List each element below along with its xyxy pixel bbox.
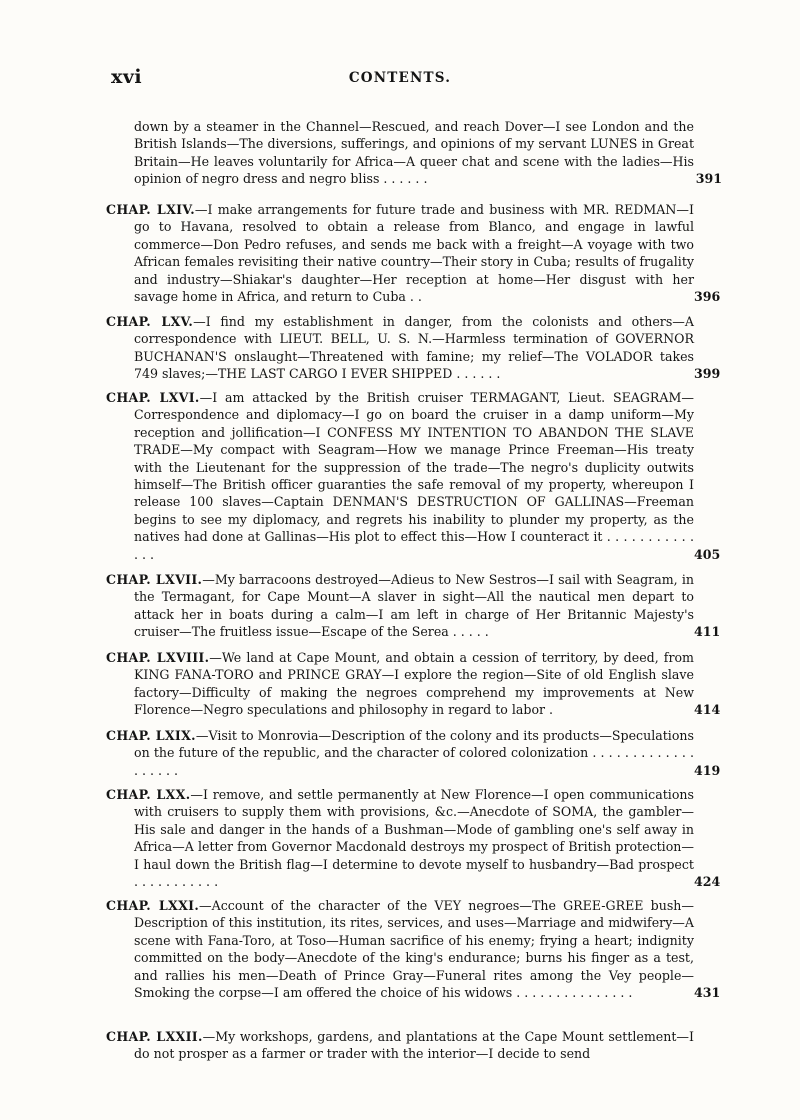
entry-text: —I find my establishment in danger, from the colonists and others—A correspondence with LIEUT. BELL, U. S. N.—Harmless termination of GOVERNOR BUCHANAN'S onslaught—Threatened with famine; my relief—The VOLADOR takes 749 slaves;—THE LAST CARGO I EVER SHIPPED . . . . . . — [134, 314, 694, 382]
toc-entry — [106, 118, 722, 188]
chapter-label: CHAP. LXV. — [106, 314, 194, 329]
entry-text: —My barracoons destroyed—Adieus to New Sestros—I sail with Seagram, in the Termagant, for Cape Mount—A slaver in sight—All the nautical men depart to attack her in boats during a calm—I am left in charge of Her Britannic Majesty's cruiser—The fruitless issue—Escape of the Serea . . . . . — [134, 572, 694, 640]
chapter-label: CHAP. LXVI. — [106, 390, 200, 405]
toc-entry: CHAP. LXVIII.—We land at Cape Mount, and obtain a cession of territory, by deed, from KING FANA-TORO and PRINCE GRAY—I explore the region—Site of old English slave factory—Difficulty of making the negroes comprehend my improvements at New Florence—Negro speculations and philosophy in regard to labor . 414 — [106, 650, 721, 718]
toc-entry: CHAP. LXVII.—My barracoons destroyed—Adieus to New Sestros—I sail with Seagram, in the Termagant, for Cape Mount—A slaver in sight—All the nautical men depart to attack her in boats during a calm—I am left in charge of Her Britannic Majesty's cruiser—The fruitless issue—Escape of the Serea . . . . . 411 — [106, 572, 721, 640]
toc-entry: CHAP. LXIV.—I make arrangements for future trade and business with MR. REDMAN—I go to Havana, resolved to obtain a release from Blanco, and engage in lawful commerce—Don Pedro refuses, and sends me back with a freight—A voyage with two African females revisiting their native country—Their story in Cuba; results of frugality and industry—Shiakar's daughter—Her reception at home—Her disgust with her savage home in Africa, and return to Cuba . . 396 — [106, 202, 721, 305]
toc-entry — [106, 1028, 694, 1063]
chapter-label: CHAP. LXX. — [106, 787, 191, 802]
entry-text: —I make arrangements for future trade and business with MR. REDMAN—I go to Havana, resolved to obtain a release from Blanco, and engage in lawful commerce—Don Pedro refuses, and sends me back with a freight—A voyage with two African females revisiting their native country—Their story in Cuba; results of frugality and industry—Shiakar's daughter—Her reception at home—Her disgust with her savage home in Africa, and return to Cuba . . — [134, 202, 694, 305]
entry-text: —I am attacked by the British cruiser TERMAGANT, Lieut. SEAGRAM—Correspondence and diplomacy—I go on board the cruiser in a damp uniform—My reception and jollification—I CONFESS MY INTENTION TO ABANDON THE SLAVE TRADE—My compact with Seagram—How we manage Prince Freeman—His treaty with the Lieutenant for the suppression of the trade—The negro's duplicity outwits himself—The British officer guaranties the safe removal of my property, whereupon I release 100 slaves—Captain DENMAN'S DESTRUCTION OF GALLINAS—Freeman begins to see my diplomacy, and regrets his inability to plunder my property, as the natives had done at Gallinas—His plot to effect this—How I counteract it . . . . . . . . . . . . . . — [134, 390, 694, 562]
chapter-label: CHAP. LXXII. — [106, 1029, 203, 1044]
toc-entry: CHAP. LXXI.—Account of the character of the VEY negroes—The GREE-GREE bush—Description of this institution, its rites, services, and uses—Marriage and midwifery—A scene with Fana-Toro, at Toso—Human sacrifice of his enemy; frying a heart; indignity committed on the body—Anecdote of the king's endurance; burns his finger as a test, and rallies his men—Death of Prince Gray—Funeral rites among the Vey people—Smoking the corpse—I am offered the choice of his widows . . . . . . . . . . . . . . . 431 — [106, 898, 721, 1001]
entry-text: down by a steamer in the Channel—Rescued, and reach Dover—I see London and the British Islands—The diversions, sufferings, and opinions of my servant LUNES in Great Britain—He leaves voluntarily for Africa—A queer chat and scene with the ladies—His opinion of negro dress and negro bliss . . . . . . — [134, 119, 694, 187]
running-title: CONTENTS. — [348, 70, 452, 86]
toc-entry: CHAP. LXVI.—I am attacked by the British cruiser TERMAGANT, Lieut. SEAGRAM—Correspondence and diplomacy—I go on board the cruiser in a damp uniform—My reception and jollification—I CONFESS MY INTENTION TO ABANDON THE SLAVE TRADE—My compact with Seagram—How we manage Prince Freeman—His treaty with the Lieutenant for the suppression of the trade—The negro's duplicity outwits himself—The British officer guaranties the safe removal of my property, whereupon I release 100 slaves—Captain DENMAN'S DESTRUCTION OF GALLINAS—Freeman begins to see my diplomacy, and regrets his inability to plunder my property, as the natives had done at Gallinas—His plot to effect this—How I counteract it . . . . . . . . . . . . . . 405 — [106, 390, 721, 562]
entry-text: —Visit to Monrovia—Description of the colony and its products—Speculations on the future of the republic, and the character of colored colonization . . . . . . . . . . . . . . . . . . . — [134, 728, 694, 778]
toc-entry: CHAP. LXV.—I find my establishment in danger, from the colonists and others—A correspondence with LIEUT. BELL, U. S. N.—Harmless termination of GOVERNOR BUCHANAN'S onslaught—Threatened with famine; my relief—The VOLADOR takes 749 slaves;—THE LAST CARGO I EVER SHIPPED . . . . . . 399 — [106, 314, 721, 382]
entry-text: —We land at Cape Mount, and obtain a cession of territory, by deed, from KING FANA-TORO and PRINCE GRAY—I explore the region—Site of old English slave factory—Difficulty of making the negroes comprehend my improvements at New Florence—Negro speculations and philosophy in regard to labor . — [134, 650, 694, 718]
entry-page: 391 — [695, 171, 722, 187]
entry-text: —I remove, and settle permanently at New Florence—I open communications with cruisers to supply them with provisions, &c.—Anecdote of SOMA, the gambler—His sale and danger in the hands of a Bushman—Mode of gambling one's self away in Africa—A letter from Governor Macdonald destroys my prospect of British protection—I haul down the British flag—I determine to devote myself to husbandry—Bad prospect . . . . . . . . . . . — [134, 787, 694, 890]
chapter-label: CHAP. LXIV. — [106, 202, 195, 217]
chapter-label: CHAP. LXVII. — [106, 572, 203, 587]
chapter-label: CHAP. LXIX. — [106, 728, 196, 743]
entry-text: —Account of the character of the VEY negroes—The GREE-GREE bush—Description of this institution, its rites, services, and uses—Marriage and midwifery—A scene with Fana-Toro, at Toso—Human sacrifice of his enemy; frying a heart; indignity committed on the body—Anecdote of the king's endurance; burns his finger as a test, and rallies his men—Death of Prince Gray—Funeral rites among the Vey people—Smoking the corpse—I am offered the choice of his widows . . . . . . . . . . . . . . . — [134, 898, 695, 1001]
chapter-label: CHAP. LXVIII. — [106, 650, 210, 665]
page-number: xvi — [111, 66, 143, 88]
toc-entry: CHAP. LXIX.—Visit to Monrovia—Description of the colony and its products—Speculations on the future of the republic, and the character of colored colonization . . . . . . . . . . . . . . . . . . . 419 — [106, 728, 721, 778]
entry-text: —My workshops, gardens, and plantations at the Cape Mount settlement—I do not prosper as a farmer or trader with the interior—I decide to send — [134, 1029, 695, 1062]
toc-entry: CHAP. LXX.—I remove, and settle permanently at New Florence—I open communications with cruisers to supply them with provisions, &c.—Anecdote of SOMA, the gambler—His sale and danger in the hands of a Bushman—Mode of gambling one's self away in Africa—A letter from Governor Macdonald destroys my prospect of British protection—I haul down the British flag—I determine to devote myself to husbandry—Bad prospect . . . . . . . . . . . 424 — [106, 787, 721, 890]
chapter-label: CHAP. LXXI. — [106, 898, 200, 913]
